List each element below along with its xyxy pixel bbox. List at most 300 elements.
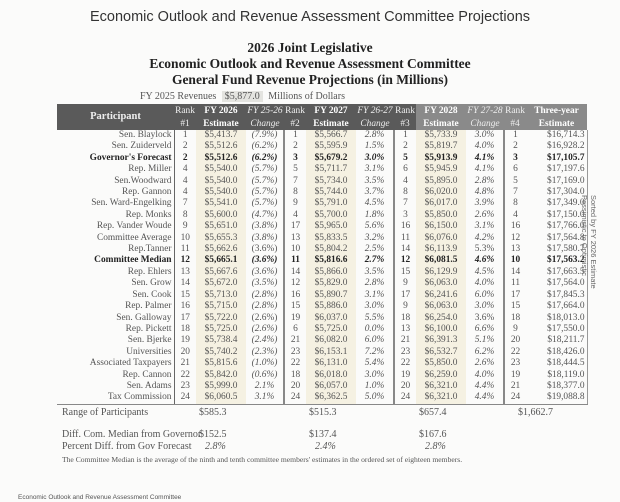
threeyear-estimate: $17,563.2 [526, 255, 587, 266]
participant-name: Rep. Gannon [57, 187, 174, 198]
fy2728-change: 4.1% [466, 153, 504, 164]
range-row [0, 407, 570, 419]
rank-3: 19 [400, 369, 411, 380]
table-row [57, 141, 587, 152]
fy2728-change: 5.1% [466, 335, 504, 346]
table-row [57, 164, 587, 175]
rank-4: 24 [504, 392, 526, 404]
fy2026-estimate: $5,713.0 [196, 290, 246, 301]
rank-1: 18 [180, 323, 190, 334]
rank-3: 13 [400, 323, 411, 334]
fy2026-estimate: $5,413.7 [196, 130, 246, 141]
col-rank2: Rank [285, 105, 305, 116]
fy2728-change: 6.6% [466, 324, 504, 335]
fy2028-estimate: $6,017.0 [416, 198, 466, 209]
rank-2: 2 [293, 141, 298, 152]
threeyear-estimate: $17,304.0 [526, 187, 587, 198]
fy2027-estimate: $5,829.0 [306, 278, 356, 289]
col-rank4: Rank [505, 105, 525, 116]
threeyear-estimate: $17,197.6 [526, 164, 587, 175]
rank-2: 13 [290, 232, 301, 243]
participant-name: Sen. Grow [57, 278, 174, 289]
table-row [57, 335, 587, 346]
rank-1: 13 [180, 266, 190, 277]
fy2627-change: 2.7% [356, 255, 394, 266]
fy2728-change: 3.0% [466, 301, 504, 312]
fy2526-change: (5.7%) [246, 176, 284, 187]
fy2026-estimate: $5,540.0 [196, 187, 246, 198]
fy2027-estimate: $5,734.0 [306, 176, 356, 187]
table-row [57, 267, 587, 278]
fy2526-change: (3.5%) [246, 278, 284, 289]
subtitle-line-1: 2026 Joint Legislative [247, 40, 373, 55]
page-footer: Economic Outlook and Revenue Assessment Committee [18, 493, 182, 501]
fy2027-estimate: $6,131.0 [306, 358, 356, 369]
rank-4: 16 [510, 221, 521, 232]
subtitle-line-2: Economic Outlook and Revenue Assessment Committee [149, 56, 471, 71]
rank-2: 23 [290, 346, 301, 357]
fy2526-change: (3.6%) [246, 267, 284, 278]
fy2028-estimate: $6,150.0 [416, 221, 466, 232]
rank-2: 4 [293, 209, 298, 220]
fy2028-estimate: $6,321.0 [416, 381, 466, 392]
rank-1: 1 [182, 130, 188, 140]
fy2027-estimate: $6,057.0 [306, 381, 356, 392]
fy2728-change: 3.9% [466, 198, 504, 209]
table-row [57, 255, 587, 266]
fy2027-estimate: $5,700.0 [306, 210, 356, 221]
fy2028-estimate: $6,020.0 [416, 187, 466, 198]
participant-name: Rep. Pickett [57, 324, 174, 335]
fy2028-estimate: $6,113.9 [416, 244, 466, 255]
rank-2: 1 [293, 130, 298, 140]
fy2027-estimate: $5,886.0 [306, 301, 356, 312]
rank-2: 20 [290, 380, 301, 391]
rank-2: 5 [293, 164, 298, 175]
fy2028-estimate: $5,895.0 [416, 176, 466, 187]
fy2627-change: 3.0% [356, 301, 394, 312]
rank-1: 10 [180, 232, 190, 243]
fy2627-change: 3.5% [356, 176, 394, 187]
fy2627-change: 3.5% [356, 267, 394, 278]
rank-3: 6 [403, 164, 408, 175]
participant-name: Sen. Adams [57, 381, 174, 392]
rank-4: 22 [510, 346, 521, 357]
col-chg2728-sub: Change [466, 117, 504, 130]
table-row [57, 347, 587, 358]
fy2027-estimate: $5,744.0 [306, 187, 356, 198]
rank-2: 12 [290, 278, 301, 289]
rank-1: 14 [180, 278, 190, 289]
fy2028-estimate: $6,241.6 [416, 290, 466, 301]
fy2028-estimate: $6,081.5 [416, 255, 466, 266]
fy2027-estimate: $5,816.6 [306, 255, 356, 266]
col-chg2627-sub: Change [356, 117, 394, 130]
range-fy2026: $585.3 [199, 406, 227, 418]
rank-1: 19 [180, 335, 190, 346]
fy2027-estimate: $6,153.1 [306, 347, 356, 358]
participant-name: Sen.Woodward [57, 176, 174, 187]
fy2526-change: (2.6%) [246, 324, 284, 335]
fy2627-change: 5.6% [356, 221, 394, 232]
participant-name: Rep. Palmer [57, 301, 174, 312]
participant-name: Governor's Forecast [57, 153, 174, 164]
rank-3: 17 [400, 289, 411, 300]
col-chg2728: FY 27-28 [467, 105, 503, 116]
rank-4: 13 [510, 244, 521, 255]
table-body [57, 130, 587, 404]
fy2026-estimate: $5,842.0 [196, 370, 246, 381]
rank-2: 16 [290, 289, 301, 300]
fy2526-change: (3.6%) [246, 244, 284, 255]
table-row [57, 313, 587, 324]
fy2027-estimate: $5,679.2 [306, 153, 356, 164]
rank-3: 5 [403, 152, 408, 163]
table-row [57, 176, 587, 187]
fy2027-estimate: $5,866.0 [306, 267, 356, 278]
rank-4: 14 [510, 266, 521, 277]
rank-1: 9 [182, 221, 188, 232]
rank-4: 10 [510, 255, 521, 266]
fy2026-estimate: $5,540.0 [196, 164, 246, 175]
col-fy2026: FY 2026 [196, 104, 246, 117]
diff-fy2028: $167.6 [419, 428, 447, 440]
fy2026-estimate: $5,541.0 [196, 198, 246, 209]
threeyear-estimate: $17,766.0 [526, 221, 587, 232]
fy2027-estimate: $6,082.0 [306, 335, 356, 346]
fy2526-change: (3.6%) [246, 255, 284, 266]
fy2526-change: (2.6%) [246, 313, 284, 324]
fy2728-change: 4.4% [466, 381, 504, 392]
col-chg2526: FY 25-26 [247, 105, 283, 116]
fy2728-change: 3.1% [466, 221, 504, 232]
rank-4: 9 [513, 323, 518, 334]
fy2028-estimate: $5,819.7 [416, 141, 466, 152]
rank-2: 7 [293, 175, 298, 186]
fy2026-estimate: $5,740.2 [196, 347, 246, 358]
table-row [57, 130, 587, 141]
participant-name: Sen. Blaylock [57, 130, 174, 141]
rank-2: 14 [290, 266, 301, 277]
participant-name: Sen. Cook [57, 290, 174, 301]
rank-4: 11 [510, 278, 521, 289]
col-fy2027-sub: Estimate [306, 117, 356, 130]
rank-4: 1 [513, 130, 518, 140]
fy2026-estimate: $5,512.6 [196, 141, 246, 152]
fy2026-estimate: $5,665.1 [196, 255, 246, 266]
summary-gap [0, 419, 570, 429]
threeyear-estimate: $18,377.0 [526, 381, 587, 392]
rank-2: 9 [293, 198, 298, 209]
rank-1: 16 [180, 301, 190, 312]
col-fy2028: FY 2028 [416, 104, 466, 117]
fy2627-change: 3.7% [356, 187, 394, 198]
fy2027-estimate: $6,362.5 [306, 392, 356, 404]
fy2027-estimate: $5,804.2 [306, 244, 356, 255]
pct-fy2026: 2.8% [205, 440, 226, 452]
subtitle-block [0, 40, 620, 88]
fy2728-change: 2.6% [466, 358, 504, 369]
fy2627-change: 6.0% [356, 335, 394, 346]
col-chg2526-sub: Change [246, 117, 284, 130]
rank-3: 14 [400, 244, 411, 255]
participant-name: Tax Commission [57, 392, 174, 404]
fy2627-change: 3.2% [356, 233, 394, 244]
fy2027-estimate: $6,018.0 [306, 370, 356, 381]
rank-4: 2 [513, 141, 518, 152]
rank-2: 19 [290, 312, 301, 323]
col-rank2-sub: #2 [284, 117, 306, 130]
range-fy2027: $515.3 [309, 406, 337, 418]
fy2728-change: 4.6% [466, 255, 504, 266]
rank-2: 22 [290, 358, 301, 369]
rank-3: 23 [400, 346, 411, 357]
col-rank3: Rank [395, 105, 415, 116]
table-row [57, 392, 587, 404]
pct-label: Percent Diff. from Gov Forecast [62, 440, 192, 452]
fy2627-change: 3.1% [356, 164, 394, 175]
fy2027-estimate: $5,711.7 [306, 164, 356, 175]
fy2728-change: 4.1% [466, 164, 504, 175]
fy2026-estimate: $5,655.3 [196, 233, 246, 244]
fy2028-estimate: $5,850.0 [416, 358, 466, 369]
document-title: Economic Outlook and Revenue Assessment Committee Projections [89, 9, 531, 25]
fy2627-change: 2.8% [356, 278, 394, 289]
rank-2: 10 [290, 244, 301, 255]
rank-1: 2 [182, 141, 188, 152]
fy2028-estimate: $5,850.0 [416, 210, 466, 221]
threeyear-estimate: $17,564.8 [526, 233, 587, 244]
rank-2: 24 [284, 392, 306, 404]
fy2728-change: 6.0% [466, 290, 504, 301]
participant-name: Sen. Ward-Engelking [57, 198, 174, 209]
threeyear-estimate: $18,444.5 [526, 358, 587, 369]
fy2728-change: 2.8% [466, 176, 504, 187]
threeyear-estimate: $17,580.7 [526, 244, 587, 255]
sort-note-text [580, 195, 598, 289]
rank-4: 17 [510, 289, 521, 300]
rank-1: 24 [174, 392, 196, 404]
fy2026-estimate: $5,651.0 [196, 221, 246, 232]
rank-3: 11 [400, 232, 411, 243]
rank-3: 7 [403, 198, 408, 209]
median-footnote: The Committee Median is the average of the ninth and tenth committee members' estimates in the ordered set of eighteen members. [62, 454, 463, 464]
pct-fy2027: 2.4% [315, 440, 336, 452]
rank-3: 20 [400, 380, 411, 391]
fy2026-estimate: $5,999.0 [196, 381, 246, 392]
col-rank3-sub: #3 [394, 117, 416, 130]
threeyear-estimate: $17,550.0 [526, 324, 587, 335]
rank-3: 16 [400, 221, 411, 232]
threeyear-estimate: $18,426.0 [526, 347, 587, 358]
table-row [57, 153, 587, 164]
rank-3: 1 [403, 130, 408, 140]
participant-name: Sen. Galloway [57, 313, 174, 324]
col-chg2627: FY 26-27 [357, 105, 393, 116]
fy2526-change: (5.7%) [246, 164, 284, 175]
subtitle-line-3: General Fund Revenue Projections (in Millions) [171, 72, 449, 87]
fy2028-estimate: $6,259.0 [416, 370, 466, 381]
rank-3: 15 [400, 266, 411, 277]
fy2526-change: (6.2%) [246, 153, 284, 164]
rank-2: 11 [291, 255, 300, 266]
table-row [57, 278, 587, 289]
fy2028-estimate: $6,063.0 [416, 278, 466, 289]
rank-2: 8 [293, 187, 298, 198]
rank-1: 11 [180, 244, 190, 255]
fy2026-estimate: $5,815.6 [196, 358, 246, 369]
rank-1: 2 [182, 152, 188, 163]
rank-4: 19 [510, 369, 521, 380]
rank-4: 15 [510, 301, 521, 312]
fy2728-change: 4.0% [466, 370, 504, 381]
threeyear-estimate: $17,663.5 [526, 267, 587, 278]
fy2526-change: (5.7%) [246, 187, 284, 198]
rank-3: 18 [400, 312, 411, 323]
rank-1: 17 [180, 312, 190, 323]
fy2526-change: (1.0%) [246, 358, 284, 369]
fy2026-estimate: $5,722.0 [196, 313, 246, 324]
fy2027-estimate: $5,890.7 [306, 290, 356, 301]
rank-4: 5 [513, 175, 518, 186]
participant-name: Committee Average [57, 233, 174, 244]
fy2026-estimate: $5,715.0 [196, 301, 246, 312]
fy2028-estimate: $5,945.9 [416, 164, 466, 175]
fy2627-change: 3.0% [356, 370, 394, 381]
threeyear-estimate: $17,169.0 [526, 176, 587, 187]
rank-3: 2 [403, 141, 408, 152]
fy2027-estimate: $5,566.7 [306, 130, 356, 141]
fy2728-change: 4.0% [466, 278, 504, 289]
diff-fy2027: $137.4 [309, 428, 337, 440]
fy2526-change: (4.7%) [246, 210, 284, 221]
fy2028-estimate: $6,391.3 [416, 335, 466, 346]
rank-3: 12 [400, 255, 411, 266]
threeyear-estimate: $17,664.0 [526, 301, 587, 312]
rank-3: 21 [400, 335, 411, 346]
participant-name: Rep.Tanner [57, 244, 174, 255]
fy2028-estimate: $6,129.9 [416, 267, 466, 278]
rank-1: 22 [180, 369, 190, 380]
rank-2: 15 [290, 301, 301, 312]
fy2026-estimate: $5,672.0 [196, 278, 246, 289]
revenues-label: FY 2025 Revenues [140, 91, 217, 102]
rank-1: 20 [180, 346, 190, 357]
fy2526-change: (3.8%) [246, 221, 284, 232]
fy2728-change: 6.2% [466, 347, 504, 358]
fy2026-estimate: $5,667.6 [196, 267, 246, 278]
threeyear-estimate: $18,211.7 [526, 335, 587, 346]
fy2028-estimate: $5,913.9 [416, 153, 466, 164]
sort-note-line-1: Sorted by FY 2026 Estimate [589, 195, 598, 289]
rank-3: 4 [403, 175, 408, 186]
rank-4: 7 [513, 187, 518, 198]
fy2627-change: 3.1% [356, 290, 394, 301]
fy2027-estimate: $5,725.0 [306, 324, 356, 335]
col-fy2026-sub: Estimate [196, 117, 246, 130]
fy2526-change: 2.1% [246, 381, 284, 392]
fy2026-estimate: $5,725.0 [196, 324, 246, 335]
rank-1: 12 [180, 255, 190, 266]
fy2027-estimate: $6,037.0 [306, 313, 356, 324]
fy2526-change: (2.8%) [246, 301, 284, 312]
table-row [57, 370, 587, 381]
rank-4: 18 [510, 312, 521, 323]
fy2627-change: 0.0% [356, 324, 394, 335]
fy2627-change: 7.2% [356, 347, 394, 358]
rank-4: 6 [513, 164, 518, 175]
fy2728-change: 2.6% [466, 210, 504, 221]
table-row [57, 198, 587, 209]
fy2028-estimate: $6,532.7 [416, 347, 466, 358]
table-row [57, 381, 587, 392]
fy2526-change: (3.8%) [246, 233, 284, 244]
fy2526-change: (2.4%) [246, 335, 284, 346]
rank-2: 6 [293, 323, 298, 334]
fy2028-estimate: $6,321.0 [416, 392, 466, 404]
fy2026-estimate: $5,662.6 [196, 244, 246, 255]
fy2026-estimate: $6,060.5 [196, 392, 246, 404]
rank-3: 24 [394, 392, 416, 404]
col-rank1: Rank [175, 105, 195, 116]
rank-3: 3 [403, 209, 408, 220]
rank-4: 12 [510, 232, 521, 243]
fy2028-estimate: $6,076.0 [416, 233, 466, 244]
fy2627-change: 4.5% [356, 198, 394, 209]
participant-name: Associated Taxpayers [57, 358, 174, 369]
fy2728-change: 4.8% [466, 187, 504, 198]
rank-2: 17 [290, 221, 301, 232]
rank-4: 8 [513, 198, 518, 209]
threeyear-estimate: $17,349.0 [526, 198, 587, 209]
rank-1: 4 [182, 187, 188, 198]
table-row [57, 244, 587, 255]
pct-fy2028: 2.8% [425, 440, 446, 452]
table-row [57, 301, 587, 312]
rank-1: 23 [180, 380, 190, 391]
fy2027-estimate: $5,965.0 [306, 221, 356, 232]
threeyear-estimate: $17,845.3 [526, 290, 587, 301]
diff-fy2026: $152.5 [199, 428, 227, 440]
revenues-unit: Millions of Dollars [268, 91, 345, 102]
participant-name: Sen. Zuiderveld [57, 141, 174, 152]
rank-4: 21 [510, 380, 521, 391]
revenues-value: $5,877.0 [222, 91, 263, 102]
table-row [57, 187, 587, 198]
fy2026-estimate: $5,512.6 [196, 153, 246, 164]
table-row [57, 290, 587, 301]
participant-name: Universities [57, 347, 174, 358]
fy2526-change: (6.2%) [246, 141, 284, 152]
threeyear-estimate: $17,105.7 [526, 153, 587, 164]
fy2026-estimate: $5,738.4 [196, 335, 246, 346]
fy2627-change: 5.5% [356, 313, 394, 324]
table-row [57, 358, 587, 369]
rank-1: 7 [182, 198, 188, 209]
rank-3: 8 [403, 187, 408, 198]
rank-4: 23 [510, 358, 521, 369]
participant-name: Sen. Bjerke [57, 335, 174, 346]
fy2627-change: 2.5% [356, 244, 394, 255]
diff-row [0, 429, 570, 441]
col-threeyear: Three-year [526, 104, 587, 117]
rank-2: 18 [290, 369, 301, 380]
fy2526-change: (5.7%) [246, 198, 284, 209]
fy2026-estimate: $5,600.0 [196, 210, 246, 221]
threeyear-estimate: $16,714.3 [526, 130, 587, 141]
table-row [57, 233, 587, 244]
summary-block [0, 407, 570, 453]
